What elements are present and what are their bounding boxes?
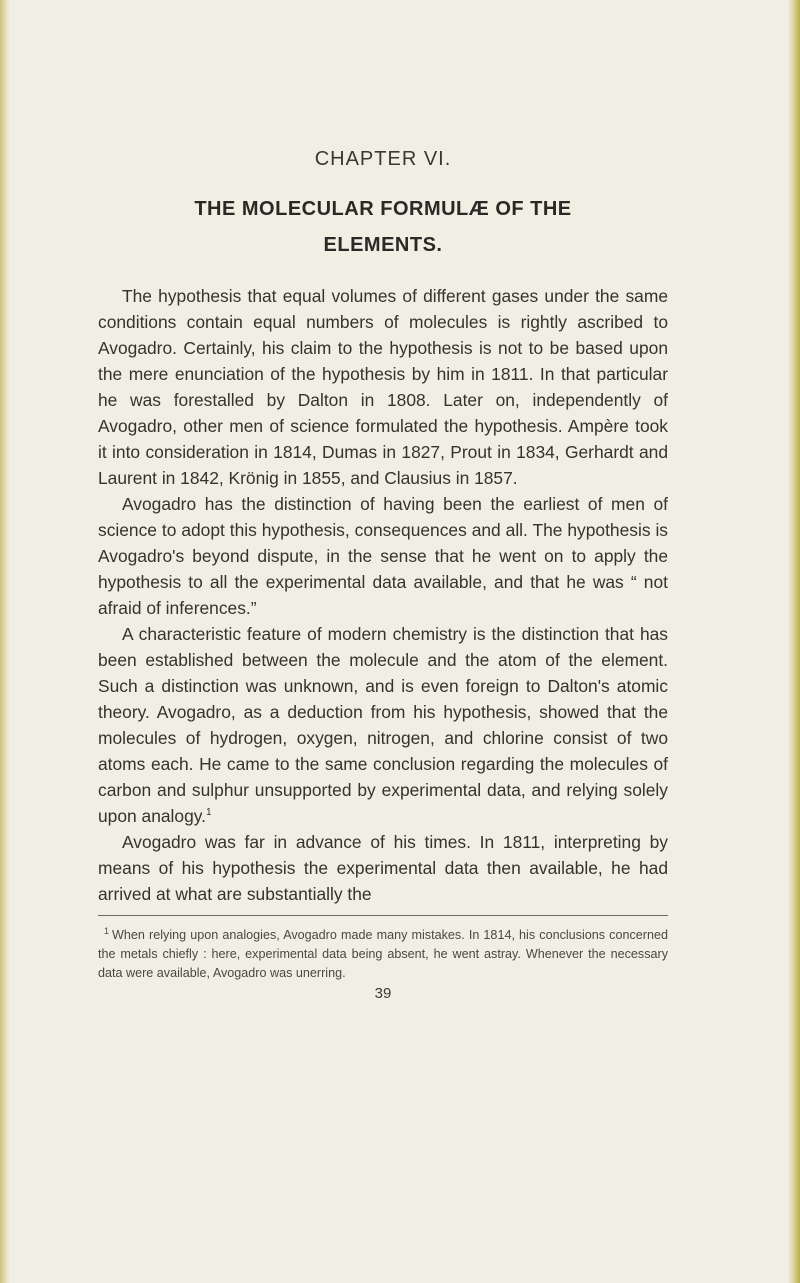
- page-content: [98, 148, 668, 1002]
- paragraph-text: Avogadro was far in advance of his times. In 1811, interpreting by means of his hypothesis the experimental data then available, he had arrived at what are substantially the: [98, 832, 668, 904]
- footnote-reference: 1: [205, 807, 212, 819]
- paragraph-text: The hypothesis that equal volumes of different gases under the same conditions contain equal numbers of molecules is rightly ascribed to Avogadro. Certainly, his claim to the hypothesis is not to be based upon the mere enunciation of the hypothesis by him in 1811. In that particular he was forestalled by Dalton in 1808. Later on, independently of Avogadro, other men of science formulated the hypothesis. Ampère took it into consideration in 1814, Dumas in 1827, Prout in 1834, Gerhardt and Laurent in 1842, Krönig in 1855, and Clausius in 1857.: [98, 286, 668, 488]
- page-number: 39: [374, 985, 392, 1002]
- footnote-mark: 1: [104, 925, 110, 936]
- paragraph-text: A characteristic feature of modern chemistry is the distinction that has been established between the molecule and the atom of the element. Such a distinction was unknown, and is even foreign to Dalton's atomic theory. Avogadro, as a deduction from his hypothesis, showed that the molecules of hydrogen, oxygen, nitrogen, and chlorine consist of two atoms each. He came to the same conclusion regarding the molecules of carbon and sulphur unsupported by experimental data, and relying solely upon analogy.: [98, 624, 668, 826]
- page-edge-right: [788, 0, 800, 1283]
- body-paragraph-3: [98, 621, 668, 829]
- body-paragraph-1: [98, 283, 668, 491]
- page-edge-left: [0, 0, 10, 1283]
- body-paragraph-2: [98, 491, 668, 621]
- footnote: [98, 926, 668, 983]
- footnote-text: When relying upon analogies, Avogadro made many mistakes. In 1814, his conclusions concerned the metals chiefly : here, experimental data being absent, he went astray. Whenever the necessary data were available, Avogadro was unerring.: [98, 928, 668, 980]
- chapter-heading: CHAPTER VI.: [314, 148, 452, 170]
- chapter-title-line-1: THE MOLECULAR FORMULÆ OF THE: [194, 198, 572, 220]
- chapter-title-line-2: ELEMENTS.: [323, 234, 443, 256]
- footnote-divider: [98, 915, 668, 916]
- body-paragraph-4: [98, 829, 668, 907]
- chapter-title: [98, 191, 668, 263]
- paragraph-text: Avogadro has the distinction of having been the earliest of men of science to adopt this hypothesis, consequences and all. The hypothesis is Avogadro's beyond dispute, in the sense that he went on to apply the hypothesis to all the experimental data available, and that he was “ not afraid of inferences.”: [98, 494, 668, 618]
